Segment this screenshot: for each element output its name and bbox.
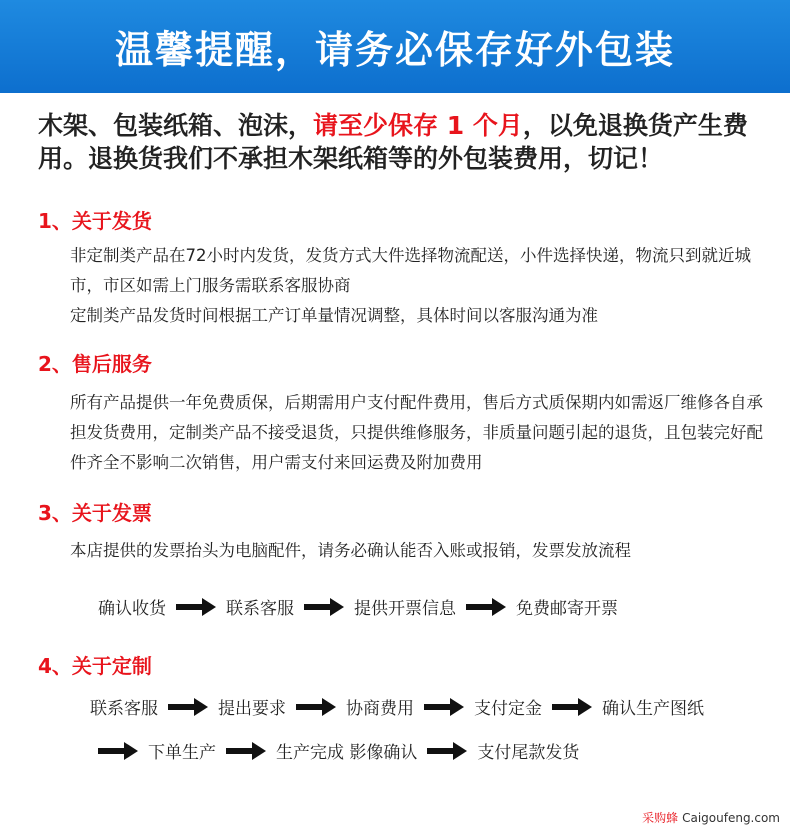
right-arrow-icon — [552, 698, 592, 716]
flow-step: 下单生产 — [148, 743, 216, 763]
section-body-shipping — [70, 241, 770, 331]
paragraph-line: 非定制类产品在72小时内发货，发货方式大件选择物流配送，小件选择快递，物流只到就近城市，市区如需上门服务需联系客服协商 — [70, 246, 751, 295]
intro-highlight: 请至少保存 1 个月 — [313, 111, 523, 140]
right-arrow-icon — [427, 742, 467, 760]
paragraph-line: 所有产品提供一年免费质保，后期需用户支付配件费用，售后方式质保期内如需返厂维修各自承担发货费用，定制类产品不接受退货，只提供维修服务，非质量问题引起的退货，且包装完好配件齐全不影响二次销售，用户需支付来回运费及附加费用 — [70, 393, 763, 472]
section-body-invoice — [70, 536, 770, 566]
section-heading-custom: 4、关于定制 — [38, 654, 152, 678]
custom-flow-row-1 — [90, 694, 704, 719]
paragraph-line: 本店提供的发票抬头为电脑配件，请务必确认能否入账或报销，发票发放流程 — [70, 541, 631, 560]
right-arrow-icon — [98, 742, 138, 760]
intro-notice — [38, 109, 768, 175]
right-arrow-icon — [304, 598, 344, 616]
flow-step: 提供开票信息 — [354, 599, 456, 619]
section-heading-shipping: 1、关于发货 — [38, 209, 152, 233]
flow-step: 生产完成 影像确认 — [276, 743, 418, 763]
intro-text-1: 木架、包装纸箱、泡沫， — [38, 111, 314, 140]
right-arrow-icon — [168, 698, 208, 716]
flow-step: 联系客服 — [226, 599, 294, 619]
custom-flow-row-2 — [98, 738, 579, 763]
intro-text-2: ，以免退换货产生费用。退换货我们不承担木架纸箱等的外包装费用，切记！ — [38, 111, 748, 173]
section-heading-invoice: 3、关于发票 — [38, 501, 152, 525]
right-arrow-icon — [226, 742, 266, 760]
flow-step: 确认收货 — [98, 599, 166, 619]
right-arrow-icon — [466, 598, 506, 616]
flow-step: 联系客服 — [90, 699, 158, 719]
right-arrow-icon — [176, 598, 216, 616]
flow-step: 协商费用 — [346, 699, 414, 719]
flow-step: 提出要求 — [218, 699, 286, 719]
invoice-flow — [98, 594, 618, 619]
section-body-after-sales — [70, 388, 770, 478]
watermark-brand: 采购蜂 — [642, 811, 679, 825]
flow-step: 确认生产图纸 — [602, 699, 704, 719]
banner-title: 温馨提醒，请务必保存好外包装 — [114, 28, 675, 72]
watermark-site: Caigoufeng.com — [682, 811, 780, 825]
flow-step: 支付尾款发货 — [477, 743, 580, 763]
watermark — [642, 809, 780, 826]
flow-step: 支付定金 — [474, 699, 542, 719]
section-heading-after-sales: 2、售后服务 — [38, 352, 152, 376]
flow-step: 免费邮寄开票 — [516, 599, 618, 619]
right-arrow-icon — [296, 698, 336, 716]
right-arrow-icon — [424, 698, 464, 716]
header-banner — [0, 0, 790, 93]
paragraph-line: 定制类产品发货时间根据工产订单量情况调整，具体时间以客服沟通为准 — [70, 306, 598, 325]
